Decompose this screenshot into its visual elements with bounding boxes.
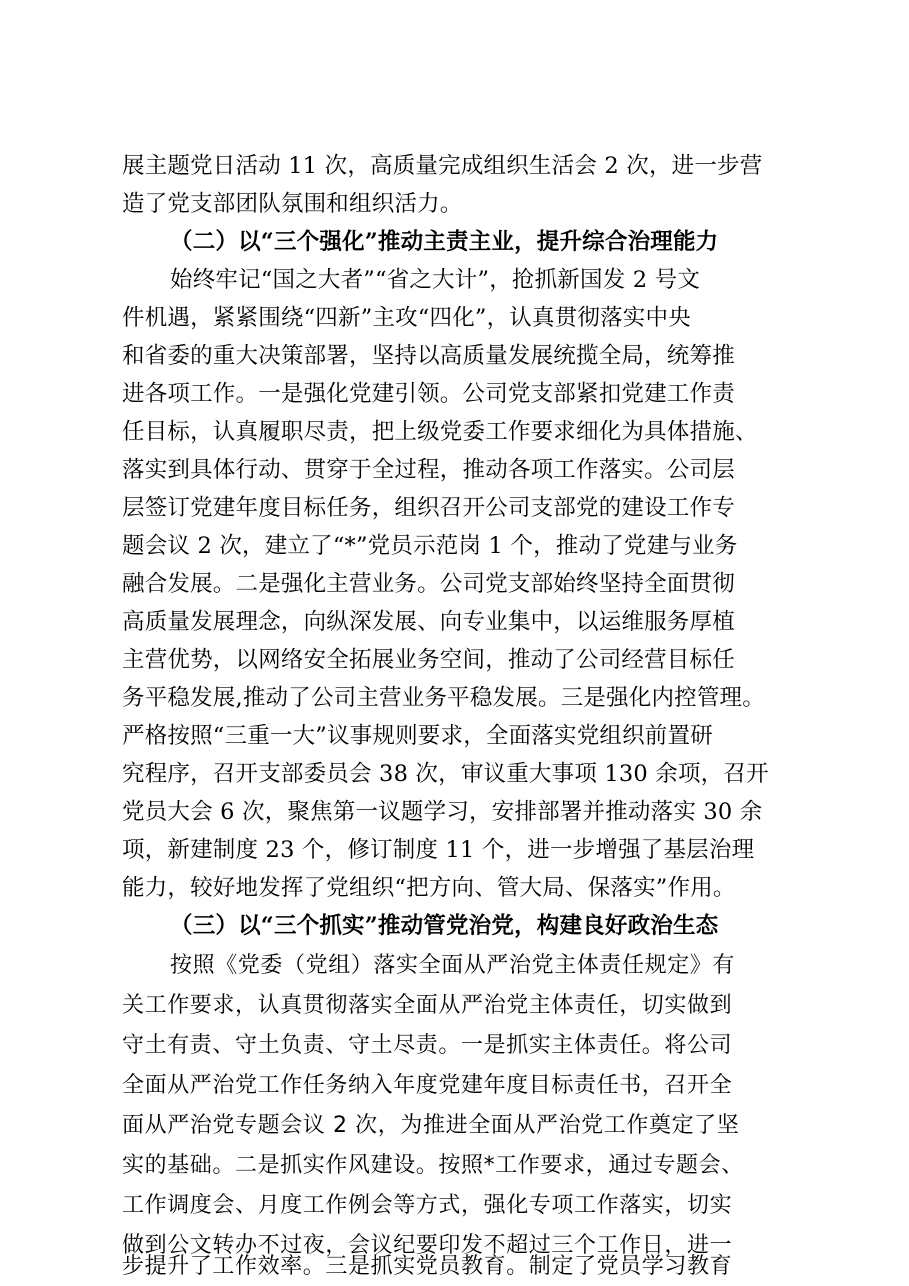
body-text-line: 严格按照“三重一大”议事规则要求，全面落实党组织前置研 bbox=[122, 723, 713, 749]
body-text-line: 面从严治党专题会议 2 次，为推进全面从严治党工作奠定了坚 bbox=[122, 1113, 740, 1138]
paragraph-start-line: 始终牢记“国之大者”“省之大计”，抢抓新国发 2 号文 bbox=[170, 267, 701, 293]
body-text-line: 题会议 2 次，建立了“*”党员示范岗 1 个，推动了党建与业务 bbox=[122, 533, 738, 559]
body-text-line: 件机遇，紧紧围绕“四新”主攻“四化”，认真贯彻落实中央 bbox=[122, 305, 691, 331]
section-heading-3: （三）以“三个抓实”推动管党治党，构建良好政治生态 bbox=[170, 913, 719, 939]
body-text-line: 造了党支部团队氛围和组织活力。 bbox=[122, 191, 463, 217]
body-text-line: 守土有责、守土负责、守土尽责。一是抓实主体责任。将公司 bbox=[122, 1033, 733, 1058]
body-text-line: 能力，较好地发挥了党组织“把方向、管大局、保落实”作用。 bbox=[122, 875, 736, 901]
body-text-line: 落实到具体行动、贯穿于全过程，推动各项工作落实。公司层 bbox=[122, 457, 735, 483]
body-text-line: 工作调度会、月度工作例会等方式，强化专项工作落实，切实 bbox=[122, 1193, 733, 1218]
body-text-line: 融合发展。二是强化主营业务。公司党支部始终坚持全面贯彻 bbox=[122, 571, 735, 597]
body-text-line: 实的基础。二是抓实作风建设。按照*工作要求，通过专题会、 bbox=[122, 1153, 744, 1178]
paragraph-start-line: 按照《党委（党组）落实全面从严治党主体责任规定》有 bbox=[170, 953, 736, 978]
body-text-line: 主营优势，以网络安全拓展业务空间，推动了公司经营目标任 bbox=[122, 647, 735, 673]
section-heading-2: （二）以“三个强化”推动主责主业，提升综合治理能力 bbox=[170, 229, 719, 255]
body-text-line: 步提升了工作效率。三是抓实党员教育。制定了党员学习教育 bbox=[122, 1254, 733, 1279]
body-text-line: 做到公文转办不过夜，会议纪要印发不超过三个工作日，进一 bbox=[122, 1233, 733, 1258]
body-text-line: 全面从严治党工作任务纳入年度党建年度目标责任书，召开全 bbox=[122, 1073, 733, 1098]
body-text-line: 党员大会 6 次，聚焦第一议题学习，安排部署并推动落实 30 余 bbox=[122, 799, 763, 825]
body-text-line: 项，新建制度 23 个，修订制度 11 个，进一步增强了基层治理 bbox=[122, 837, 755, 863]
body-text-line: 任目标，认真履职尽责，把上级党委工作要求细化为具体措施、 bbox=[122, 419, 758, 445]
body-text-line: 层签订党建年度目标任务，组织召开公司支部党的建设工作专 bbox=[122, 495, 735, 521]
body-text-line: 究程序，召开支部委员会 38 次，审议重大事项 130 余项，召开 bbox=[122, 761, 769, 787]
body-text-line: 关工作要求，认真贯彻落实全面从严治党主体责任，切实做到 bbox=[122, 993, 733, 1018]
body-text-line: 展主题党日活动 11 次，高质量完成组织生活会 2 次，进一步营 bbox=[122, 153, 763, 179]
body-text-line: 务平稳发展,推动了公司主营业务平稳发展。三是强化内控管理。 bbox=[122, 685, 765, 711]
body-text-line: 高质量发展理念，向纵深发展、向专业集中，以运维服务厚植 bbox=[122, 609, 735, 635]
body-text-line: 和省委的重大决策部署，坚持以高质量发展统揽全局，统筹推 bbox=[122, 343, 735, 369]
body-text-line: 进各项工作。一是强化党建引领。公司党支部紧扣党建工作责 bbox=[122, 381, 735, 407]
